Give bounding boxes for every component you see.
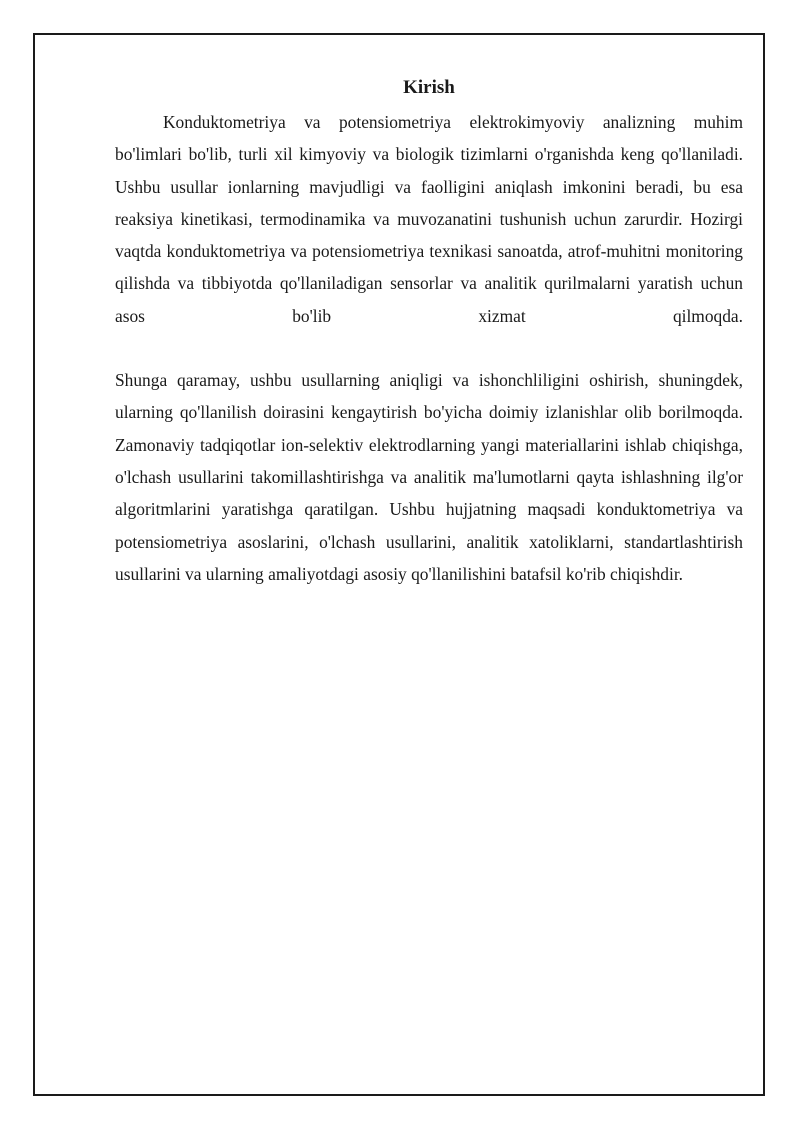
document-body	[115, 70, 743, 590]
paragraph-intro: Konduktometriya va potensiometriya elektrokimyoviy analizning muhim bo'limlari bo'lib, turli xil kimyoviy va biologik tizimlarni o'rganishda keng qo'llaniladi. Ushbu usullar ionlarning mavjudligi va faolligini aniqlash imkonini beradi, bu esa reaksiya kinetikasi, termodinamika va muvozanatini tushunish uchun zarurdir. Hozirgi vaqtda konduktometriya va potensiometriya texnikasi sanoatda, atrof-muhitni monitoring qilishda va tibbiyotda qo'llaniladigan sensorlar va analitik qurilmalarni yaratish uchun asos bo'lib xizmat qilmoqda.	[115, 112, 743, 326]
paragraph-spacer	[115, 332, 743, 364]
section-title: Kirish	[403, 77, 455, 98]
paragraph-purpose: Shunga qaramay, ushbu usullarning aniqligi va ishonchliligini oshirish, shuningdek, ularning qo'llanilish doirasini kengaytirish bo'yicha doimiy izlanishlar olib borilmoqda. Zamonaviy tadqiqotlar ion-selektiv elektrodlarning yangi materiallarini ishlab chiqishga, o'lchash usullarini takomillashtirishga va analitik ma'lumotlarni qayta ishlashning ilg'or algoritmlarini yaratishga qaratilgan. Ushbu hujjatning maqsadi konduktometriya va potensiometriya asoslarini, o'lchash usullarini, analitik xatoliklarni, standartlashtirish usullarini va ularning amaliyotdagi asosiy qo'llanilishini batafsil ko'rib chiqishdir.	[115, 370, 743, 584]
